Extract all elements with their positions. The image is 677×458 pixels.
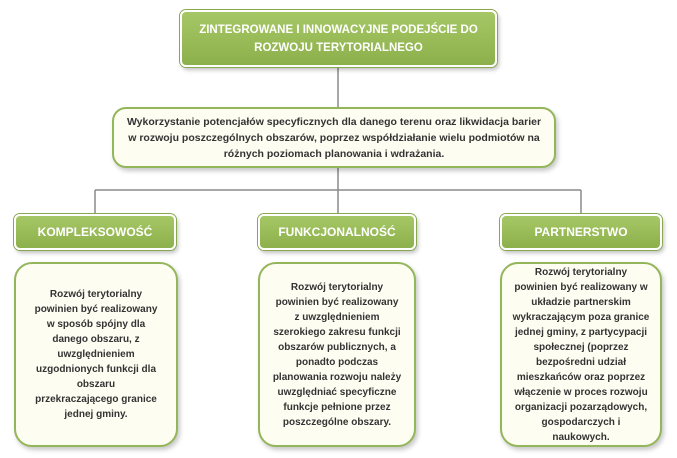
- card-kompleksowosc: [14, 262, 178, 447]
- description-box: [112, 107, 556, 168]
- heading-funkcjonalnosc: FUNKCJONALNOŚĆ: [278, 225, 396, 239]
- heading-partnerstwo-box: [500, 214, 662, 250]
- diagram-title-box: [180, 10, 497, 67]
- card-partnerstwo: [500, 262, 662, 447]
- heading-kompleksowosc-box: [14, 214, 176, 250]
- card-kompleksowosc-text: Rozwój terytorialny powinien być realizowany w sposób spójny dla danego obszaru, z uwzględnieniem uzgodnionych funkcji dla obszaru przekraczającego granice jednej gminy.: [34, 289, 158, 420]
- card-funkcjonalnosc-text: Rozwój terytorialny powinien być realizowany z uwzględnieniem szerokiego zakresu funkcji obszarów publicznych, a ponadto podczas planowania rozwoju należy uwzględniać specyficzne funkcje pełnione przez poszczególne obszary.: [272, 281, 402, 428]
- heading-funkcjonalnosc-box: [258, 214, 416, 250]
- diagram-title: ZINTEGROWANE I INNOWACYJNE PODEJŚCIE DO ROZWOJU TERYTORIALNEGO: [199, 23, 478, 54]
- heading-partnerstwo: PARTNERSTWO: [534, 225, 628, 239]
- description-text: Wykorzystanie potencjałów specyficznych dla danego terenu oraz likwidacja barier w rozwoju poszczególnych obszarów, poprzez współdziałanie wielu podmiotów na różnych poziomach planowania i wdrażania.: [126, 115, 542, 160]
- card-funkcjonalnosc: [258, 262, 416, 447]
- card-partnerstwo-text: Rozwój terytorialny powinien być realizowany w układzie partnerskim wykraczającym poza granice jednej gminy, z partycypacji społecznej (poprzez bezpośredni udział mieszkańców oraz poprzez włączenie w proces rozwoju organizacji pozarządowych, gospodarczych i naukowych.: [512, 266, 650, 443]
- heading-kompleksowosc: KOMPLEKSOWOŚĆ: [37, 225, 153, 239]
